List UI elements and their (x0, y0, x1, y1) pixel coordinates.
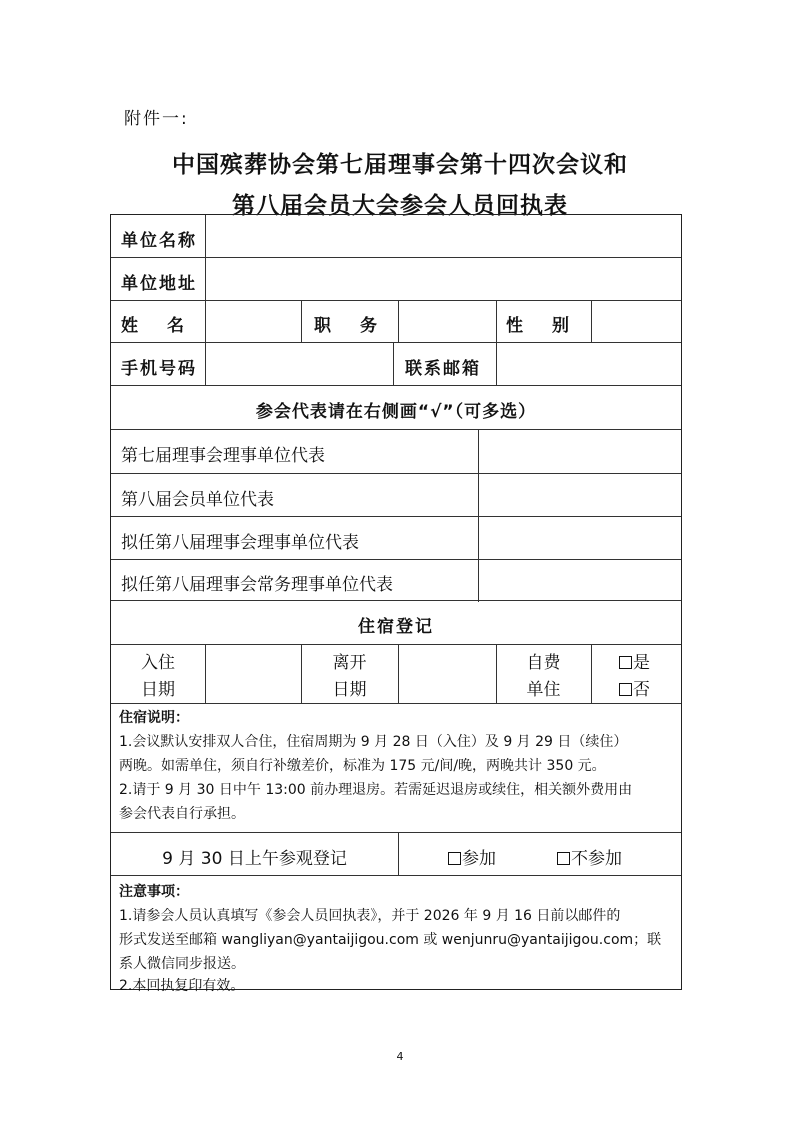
yes-label: 是 (633, 653, 650, 673)
row-divider (111, 473, 681, 474)
rep-option-check-cell[interactable] (480, 431, 678, 471)
single-room-yes-option[interactable] (619, 648, 650, 673)
mobile-label: 手机号码 (121, 359, 197, 379)
not-attend-option[interactable] (557, 844, 622, 869)
attachment-label: 附件一: (124, 109, 189, 129)
rep-option-label: 第八届会员单位代表 (121, 490, 274, 510)
checkin-label: 入住 (141, 653, 175, 673)
lodging-note-line: 2.请于 9 月 30 日中午 13:00 前办理退房。若需延迟退房或续住，相关额外费用由 (119, 782, 633, 798)
mobile-field[interactable] (207, 345, 391, 383)
checkin-label: 日期 (141, 680, 175, 700)
column-divider (591, 300, 592, 342)
checkbox-icon[interactable] (557, 852, 570, 865)
lodging-header: 住宿登记 (358, 617, 434, 637)
rep-option-label: 拟任第八届理事会理事单位代表 (121, 533, 359, 553)
checkout-date-field[interactable] (400, 646, 494, 701)
unit-address-label: 单位地址 (121, 274, 197, 294)
column-divider (301, 300, 302, 342)
row-divider (111, 300, 681, 301)
rep-option-label: 第七届理事会理事单位代表 (121, 446, 325, 466)
column-divider (591, 644, 592, 703)
checkbox-icon[interactable] (448, 852, 461, 865)
registration-form (110, 214, 682, 994)
single-room-no-option[interactable] (619, 675, 650, 700)
checkout-label: 离开 (332, 653, 367, 673)
column-divider (496, 300, 497, 342)
form-title-line-2: 第八届会员大会参会人员回执表 (232, 192, 568, 219)
unit-name-field[interactable] (207, 217, 677, 255)
row-divider (111, 600, 681, 601)
form-title-line-1: 中国殡葬协会第七届理事会第十四次会议和 (172, 151, 628, 178)
notice-line: 2.本回执复印有效。 (119, 978, 245, 994)
lodging-note-line: 两晚。如需单住，须自行补缴差价，标准为 175 元/间/晚，两晚共计 350 元。 (119, 758, 606, 774)
rep-option-check-cell[interactable] (480, 561, 678, 599)
row-divider (111, 516, 681, 517)
email-field[interactable] (498, 345, 678, 383)
column-divider (205, 215, 206, 385)
column-divider (398, 300, 399, 342)
notice-line: 1.请参会人员认真填写《参会人员回执表》，并于 2026 年 9 月 16 日前以邮件的 (119, 908, 621, 924)
row-divider (111, 429, 681, 430)
checkout-label: 日期 (332, 680, 367, 700)
column-divider (478, 429, 479, 602)
row-divider (111, 385, 681, 386)
single-room-label: 单住 (526, 680, 561, 700)
not-attend-label: 不参加 (571, 849, 622, 869)
representative-header: 参会代表请在右侧画“√”（可多选） (255, 402, 537, 422)
lodging-note-line: 1.会议默认安排双人合住，住宿周期为 9 月 28 日（入住）及 9 月 29 日（续住） (119, 734, 628, 750)
page-number: 4 (396, 1050, 404, 1063)
row-divider (111, 257, 681, 258)
notice-line: 系人微信同步报送。 (119, 956, 245, 972)
unit-address-field[interactable] (207, 260, 677, 298)
gender-field[interactable] (593, 303, 679, 340)
position-label: 职 务 (314, 316, 383, 336)
no-label: 否 (633, 680, 650, 700)
unit-name-label: 单位名称 (121, 231, 197, 251)
rep-option-label: 拟任第八届理事会常务理事单位代表 (121, 575, 393, 595)
attend-label: 参加 (462, 849, 496, 869)
row-divider (111, 644, 681, 645)
notice-heading: 注意事项： (119, 884, 189, 900)
row-divider (111, 703, 681, 704)
rep-option-check-cell[interactable] (480, 475, 678, 514)
checkin-date-field[interactable] (207, 646, 299, 701)
row-divider (111, 832, 681, 833)
column-divider (496, 342, 497, 385)
notice-line: 形式发送至邮箱 wangliyan@yantaijigou.com 或 wenjunru@yantaijigou.com；联 (119, 932, 662, 948)
column-divider (398, 832, 399, 875)
checkbox-icon[interactable] (619, 683, 632, 696)
email-label: 联系邮箱 (405, 359, 481, 379)
rep-option-check-cell[interactable] (480, 518, 678, 557)
column-divider (205, 644, 206, 703)
single-room-label: 自费 (526, 653, 561, 673)
column-divider (393, 342, 394, 385)
row-divider (111, 559, 681, 560)
checkbox-icon[interactable] (619, 656, 632, 669)
name-label: 姓 名 (121, 316, 190, 336)
row-divider (111, 875, 681, 876)
gender-label: 性 别 (506, 316, 575, 336)
column-divider (398, 644, 399, 703)
name-field[interactable] (207, 303, 299, 340)
lodging-note-line: 参会代表自行承担。 (119, 806, 245, 822)
position-field[interactable] (400, 303, 494, 340)
attend-option[interactable] (448, 844, 496, 869)
row-divider (111, 342, 681, 343)
visit-registration-label: 9 月 30 日上午参观登记 (162, 849, 347, 869)
lodging-notes-heading: 住宿说明： (119, 710, 189, 726)
